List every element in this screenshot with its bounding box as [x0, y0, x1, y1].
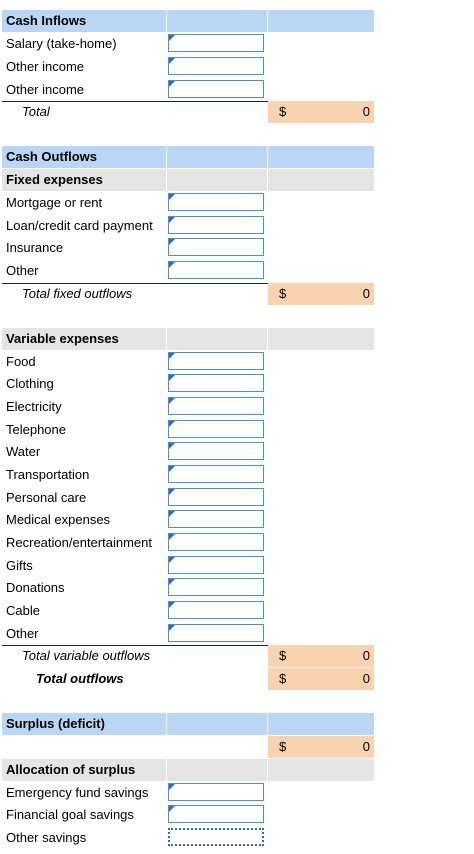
row-fixed-other	[2, 260, 374, 282]
cell-comment-indicator-icon	[169, 239, 175, 245]
loan-input[interactable]	[168, 216, 264, 234]
cell-comment-indicator-icon	[169, 443, 175, 449]
row-cable	[2, 600, 374, 622]
row-label: Personal care	[6, 490, 87, 505]
row-electricity	[2, 396, 374, 418]
section-header-cash-inflows	[2, 10, 374, 32]
row-water	[2, 441, 374, 463]
insurance-input[interactable]	[168, 238, 264, 256]
row-label: Water	[6, 444, 41, 459]
row-label: Other income	[6, 59, 85, 74]
total-label: Total outflows	[36, 671, 124, 686]
cell-comment-indicator-icon	[169, 534, 175, 540]
cell-comment-indicator-icon	[169, 421, 175, 427]
cell-comment-indicator-icon	[169, 602, 175, 608]
subsection-header-variable	[2, 328, 374, 350]
total-outflows-value: 0	[362, 671, 370, 686]
total-inflows-cell	[268, 101, 374, 123]
fixed-other-input[interactable]	[168, 261, 264, 279]
emergency-fund-input[interactable]	[168, 783, 264, 801]
total-fixed-value: 0	[362, 286, 370, 301]
row-other-income-1	[2, 56, 374, 78]
row-label: Food	[6, 354, 36, 369]
row-label: Loan/credit card payment	[6, 218, 153, 233]
gifts-input[interactable]	[168, 556, 264, 574]
total-label: Total variable outflows	[22, 648, 151, 663]
row-gifts	[2, 555, 374, 577]
row-variable-other	[2, 623, 374, 645]
total-label: Total fixed outflows	[22, 286, 133, 301]
other-income-1-input[interactable]	[168, 57, 264, 75]
currency-symbol: $	[279, 671, 287, 686]
row-financial-goal	[2, 804, 374, 826]
cell-comment-indicator-icon	[169, 784, 175, 790]
cell-comment-indicator-icon	[169, 35, 175, 41]
cell-comment-indicator-icon	[169, 579, 175, 585]
cell-comment-indicator-icon	[169, 262, 175, 268]
row-label: Cable	[6, 603, 40, 618]
electricity-input[interactable]	[168, 397, 264, 415]
row-label: Medical expenses	[6, 512, 111, 527]
total-fixed-cell	[268, 283, 374, 305]
cell-comment-indicator-icon	[169, 806, 175, 812]
row-total-variable	[2, 645, 374, 667]
surplus-value: 0	[362, 739, 370, 754]
row-label: Electricity	[6, 399, 62, 414]
section-title: Cash Outflows	[6, 149, 98, 164]
row-other-savings	[2, 827, 374, 849]
row-label: Other	[6, 626, 39, 641]
row-donations	[2, 577, 374, 599]
cell-comment-indicator-icon	[169, 489, 175, 495]
row-label: Recreation/entertainment	[6, 535, 152, 550]
row-medical	[2, 509, 374, 531]
currency-symbol: $	[279, 739, 287, 754]
row-label: Insurance	[6, 240, 64, 255]
section-title: Surplus (deficit)	[6, 716, 105, 731]
row-label: Other savings	[6, 830, 87, 845]
subsection-title: Fixed expenses	[6, 172, 103, 187]
other-income-2-input[interactable]	[168, 80, 264, 98]
row-label: Salary (take-home)	[6, 36, 117, 51]
water-input[interactable]	[168, 442, 264, 460]
row-total-inflows	[2, 101, 374, 123]
surplus-cell	[268, 736, 374, 758]
other-savings-input[interactable]	[168, 828, 264, 846]
currency-symbol: $	[279, 104, 287, 119]
row-clothing	[2, 373, 374, 395]
row-loan	[2, 215, 374, 237]
subsection-header-fixed	[2, 169, 374, 191]
transportation-input[interactable]	[168, 465, 264, 483]
cell-comment-indicator-icon	[169, 81, 175, 87]
medical-input[interactable]	[168, 510, 264, 528]
cell-comment-indicator-icon	[169, 353, 175, 359]
subsection-title: Variable expenses	[6, 331, 119, 346]
row-personal-care	[2, 487, 374, 509]
row-insurance	[2, 237, 374, 259]
row-recreation	[2, 532, 374, 554]
cell-comment-indicator-icon	[169, 194, 175, 200]
currency-symbol: $	[279, 286, 287, 301]
row-label: Donations	[6, 580, 65, 595]
cell-comment-indicator-icon	[169, 217, 175, 223]
row-food	[2, 351, 374, 373]
donations-input[interactable]	[168, 578, 264, 596]
row-label: Clothing	[6, 376, 54, 391]
currency-symbol: $	[279, 648, 287, 663]
variable-other-input[interactable]	[168, 624, 264, 642]
subsection-header-allocation	[2, 759, 374, 781]
cell-comment-indicator-icon	[169, 511, 175, 517]
cable-input[interactable]	[168, 601, 264, 619]
total-variable-cell	[268, 645, 374, 667]
row-label: Emergency fund savings	[6, 785, 149, 800]
section-title: Cash Inflows	[6, 13, 87, 28]
cell-comment-indicator-icon	[169, 58, 175, 64]
salary-input[interactable]	[168, 34, 264, 52]
total-outflows-cell	[268, 668, 374, 690]
row-other-income-2	[2, 79, 374, 101]
financial-goal-input[interactable]	[168, 805, 264, 823]
row-label: Other income	[6, 82, 85, 97]
personal-care-input[interactable]	[168, 488, 264, 506]
food-input[interactable]	[168, 352, 264, 370]
row-telephone	[2, 419, 374, 441]
cell-comment-indicator-icon	[169, 398, 175, 404]
cell-comment-indicator-icon	[169, 625, 175, 631]
total-variable-value: 0	[362, 648, 370, 663]
recreation-input[interactable]	[168, 533, 264, 551]
row-label: Mortgage or rent	[6, 195, 103, 210]
row-total-outflows	[2, 668, 374, 690]
cell-comment-indicator-icon	[169, 557, 175, 563]
row-label: Gifts	[6, 558, 33, 573]
total-inflows-value: 0	[362, 104, 370, 119]
cell-comment-indicator-icon	[169, 375, 175, 381]
row-salary	[2, 33, 374, 55]
row-label: Financial goal savings	[6, 807, 134, 822]
section-header-cash-outflows	[2, 146, 374, 168]
row-label: Transportation	[6, 467, 90, 482]
row-label: Telephone	[6, 422, 66, 437]
subsection-title: Allocation of surplus	[6, 762, 136, 777]
row-total-fixed	[2, 283, 374, 305]
row-surplus-value	[2, 736, 374, 758]
clothing-input[interactable]	[168, 374, 264, 392]
section-header-surplus	[2, 713, 374, 735]
row-mortgage	[2, 192, 374, 214]
telephone-input[interactable]	[168, 420, 264, 438]
total-label: Total	[22, 104, 50, 119]
row-transportation	[2, 464, 374, 486]
row-emergency-fund	[2, 782, 374, 804]
cell-comment-indicator-icon	[169, 466, 175, 472]
mortgage-input[interactable]	[168, 193, 264, 211]
row-label: Other	[6, 263, 39, 278]
